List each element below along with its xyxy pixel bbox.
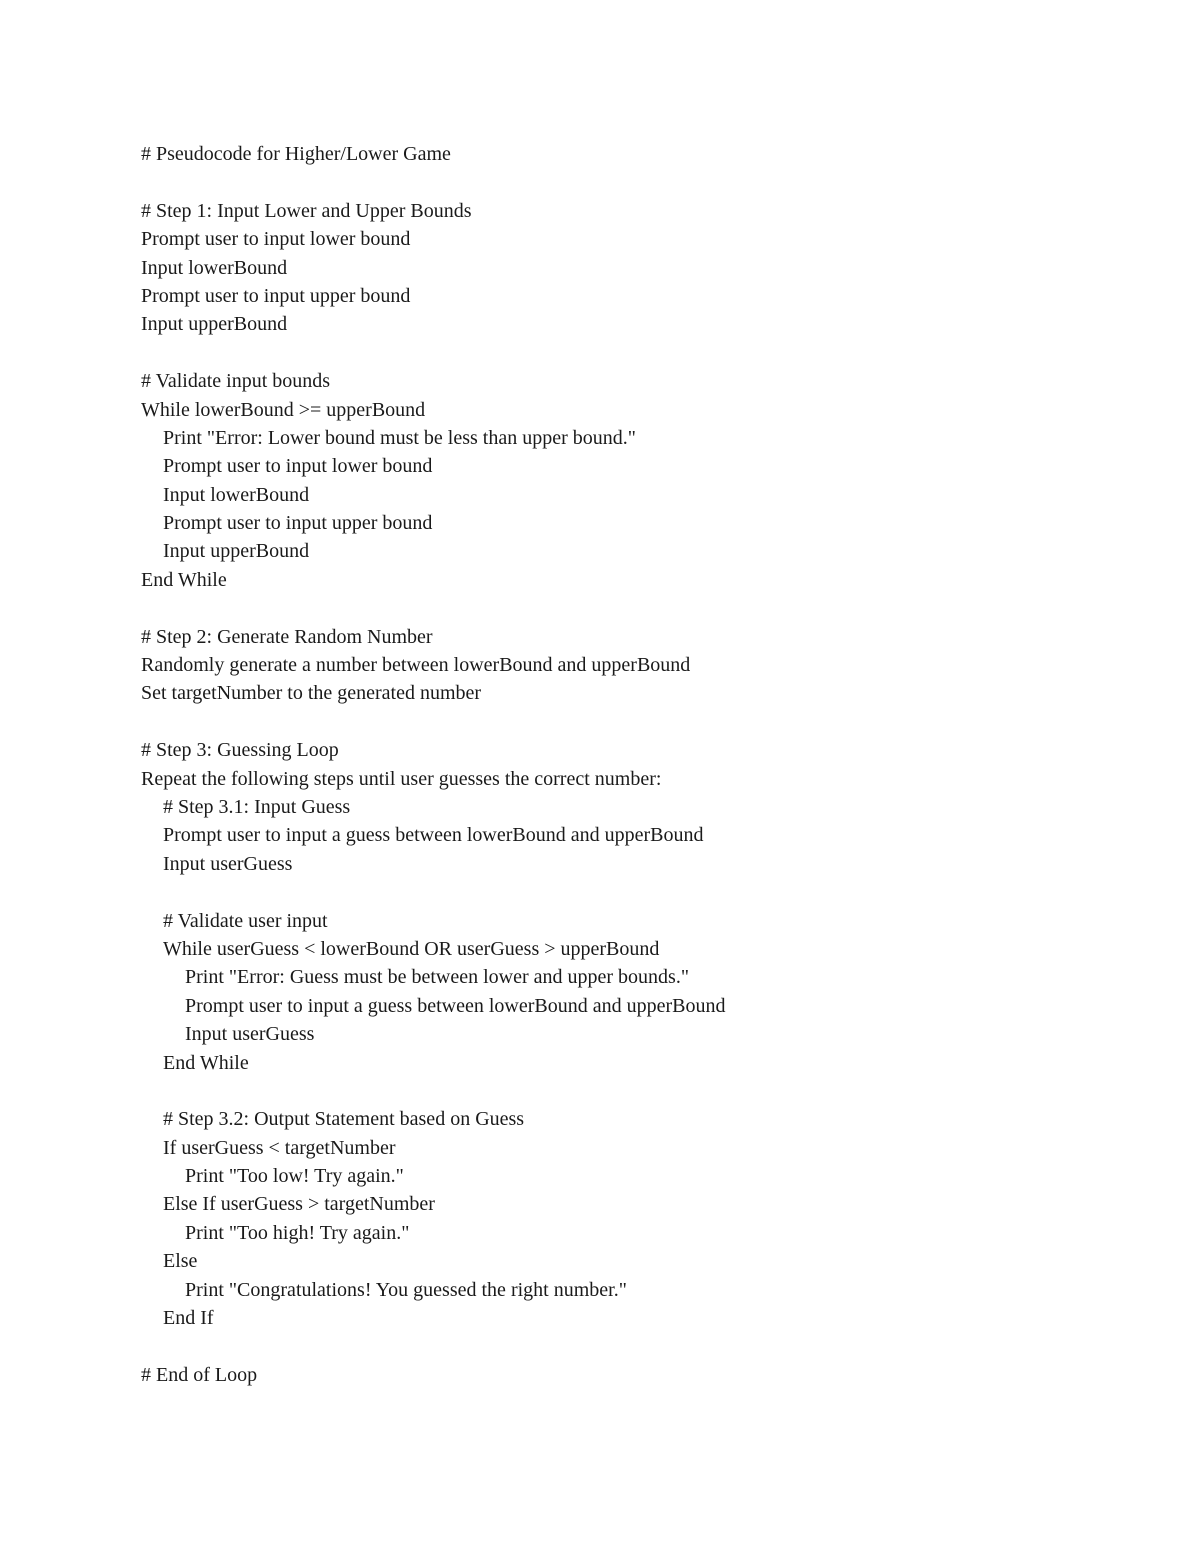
text-line: Else If userGuess > targetNumber [163,1193,435,1216]
text-line: Print "Error: Lower bound must be less than upper bound." [163,426,636,449]
text-line: Input upperBound [141,313,288,336]
text-line: Input userGuess [185,1023,315,1046]
comment-line: # End of Loop [141,1363,258,1386]
text-line: Repeat the following steps until user guesses the correct number: [141,767,662,790]
comment-line: # Validate user input [163,909,328,932]
document-body [141,140,1141,1389]
text-line: End If [163,1307,214,1330]
comment-line: # Step 3.1: Input Guess [163,795,351,818]
text-line: Input userGuess [163,852,293,875]
text-line: End While [141,568,227,591]
blank-line [141,339,1141,367]
text-line: Else [163,1250,198,1273]
text-line: Set targetNumber to the generated number [141,682,482,705]
text-line: While userGuess < lowerBound OR userGuess > upperBound [163,937,660,960]
blank-line [141,1077,1141,1105]
text-line: Input lowerBound [163,483,310,506]
text-line: Prompt user to input upper bound [141,284,411,307]
text-line: Print "Error: Guess must be between lower and upper bounds." [185,966,690,989]
text-line: Print "Congratulations! You guessed the right number." [185,1278,627,1301]
comment-line: # Step 3.2: Output Statement based on Guess [163,1108,525,1131]
blank-line [141,1332,1141,1360]
text-line: Prompt user to input lower bound [163,455,433,478]
text-line: Prompt user to input a guess between lowerBound and upperBound [163,824,704,847]
blank-line [141,708,1141,736]
blank-line [141,594,1141,622]
text-line: If userGuess < targetNumber [163,1136,396,1159]
text-line: Prompt user to input a guess between lowerBound and upperBound [185,994,726,1017]
blank-line [141,168,1141,196]
text-line: End While [163,1051,249,1074]
text-line: Input upperBound [163,540,310,563]
document-title: # Pseudocode for Higher/Lower Game [141,143,451,165]
text-line: While lowerBound >= upperBound [141,398,426,421]
text-line: Prompt user to input lower bound [141,228,411,251]
blank-line [141,878,1141,906]
comment-line: # Validate input bounds [141,370,331,393]
text-line: Input lowerBound [141,256,288,279]
comment-line: # Step 1: Input Lower and Upper Bounds [141,199,472,222]
text-line: Print "Too low! Try again." [185,1165,404,1188]
text-line: Prompt user to input upper bound [163,512,433,535]
text-line: Randomly generate a number between lowerBound and upperBound [141,654,691,677]
text-line: Print "Too high! Try again." [185,1221,410,1244]
comment-line: # Step 2: Generate Random Number [141,625,433,648]
comment-line: # Step 3: Guessing Loop [141,739,339,762]
